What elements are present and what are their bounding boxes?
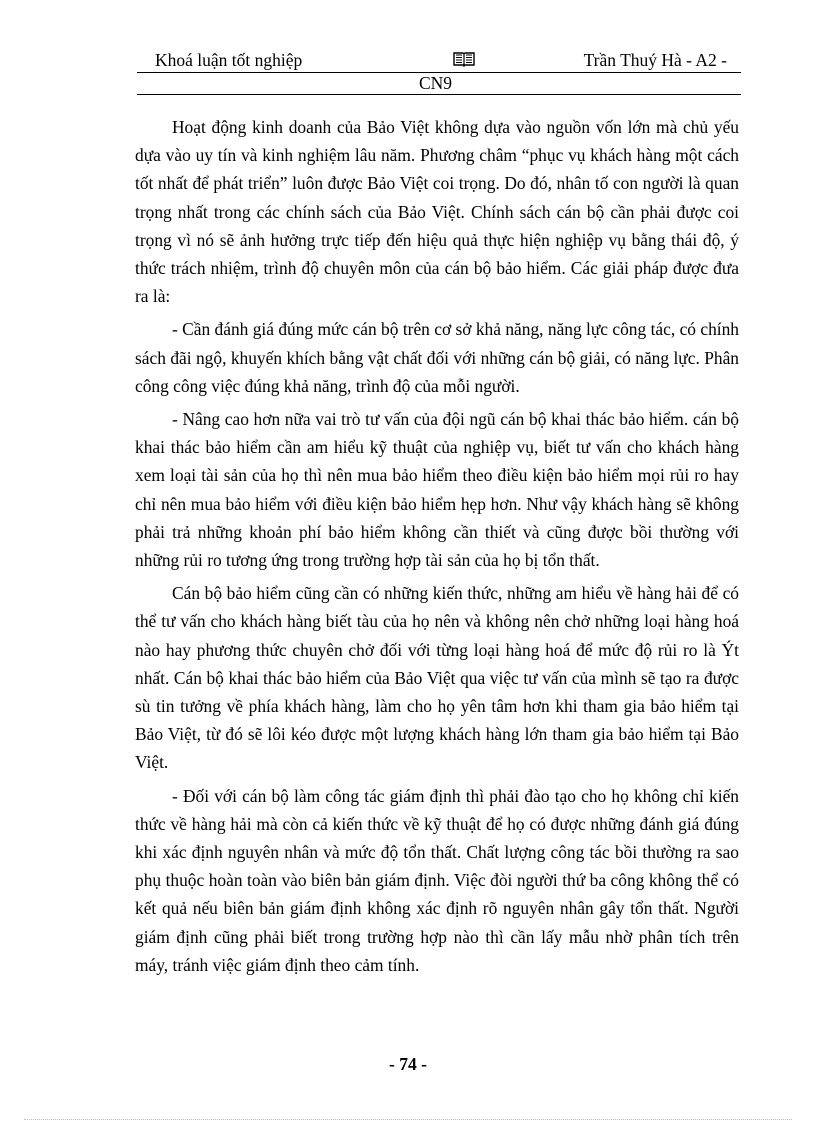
page-number: - 74 - <box>389 1054 427 1074</box>
body-paragraph: - Cần đánh giá đúng mức cán bộ trên cơ sở khả năng, năng lực công tác, có chính sách đãi ngộ, khuyến khích bằng vật chất đối với những cán bộ giải, có năng lực. Phân công công việc đúng khả năng, trình độ của mỗi người. <box>135 319 739 396</box>
page-body <box>135 113 739 984</box>
header-author-continuation: CN9 <box>419 73 453 93</box>
header-divider-bottom <box>137 94 741 95</box>
page-header <box>137 48 741 96</box>
book-icon <box>453 50 475 68</box>
body-paragraph: - Nâng cao hơn nữa vai trò tư vấn của đội ngũ cán bộ khai thác bảo hiểm. cán bộ khai thác bảo hiểm cần am hiểu kỹ thuật của nghiệp vụ, biết tư vấn cho khách hàng xem loại tài sản của họ thì nên mua bảo hiểm theo điều kiện bảo hiểm mọi rủi ro hay chỉ nên mua bảo hiểm với điều kiện bảo hiểm hẹp hơn. Như vậy khách hàng sẽ không phải trả những khoản phí bảo hiểm không cần thiết và cũng được bồi thường với những rủi ro tương ứng trong trường hợp tài sản của họ bị tổn thất. <box>135 409 739 571</box>
header-author: Trần Thuý Hà - A2 - <box>583 50 727 70</box>
body-paragraph: Hoạt động kinh doanh của Bảo Việt không dựa vào nguồn vốn lớn mà chủ yếu dựa vào uy tín và kinh nghiệm lâu năm. Phương châm “phục vụ khách hàng một cách tốt nhất để phát triển” luôn được Bảo Việt coi trọng. Do đó, nhân tố con người là quan trọng nhất trong các chính sách của Bảo Việt. Chính sách cán bộ cần phải được coi trọng vì nó sẽ ảnh hưởng trực tiếp đến hiệu quả thực hiện nghiệp vụ bằng thái độ, ý thức trách nhiệm, trình độ chuyên môn của cán bộ bảo hiểm. Các giải pháp được đưa ra là: <box>135 117 739 307</box>
header-title: Khoá luận tốt nghiệp <box>155 50 303 70</box>
body-paragraph: Cán bộ bảo hiểm cũng cần có những kiến thức, những am hiểu về hàng hải để có thể tư vấn cho khách hàng biết tàu của họ nên và không nên chở những loại hàng hoá nào hay phương thức chuyên chở đối với từng loại hàng hoá để mức độ rủi ro là Ýt nhất. Cán bộ khai thác bảo hiểm của Bảo Việt qua việc tư vấn của mình sẽ tạo ra được sù tin tưởng về phía khách hàng, làm cho họ yên tâm hơn khi tham gia bảo hiểm tại Bảo Việt, từ đó sẽ lôi kéo được một lượng khách hàng lớn tham gia bảo hiểm tại Bảo Việt. <box>135 583 739 773</box>
body-paragraph: - Đối với cán bộ làm công tác giám định thì phải đào tạo cho họ không chỉ kiến thức về hàng hải mà còn cả kiến thức về kỹ thuật để họ có được những đánh giá đúng khi xác định nguyên nhân và mức độ tổn thất. Chất lượng công tác bồi thường ra sao phụ thuộc hoàn toàn vào biên bản giám định. Việc đòi người thứ ba công không thể có kết quả nếu biên bản giám định không xác định rõ nguyên nhân gây tổn thất. Người giám định cũng phải biết trong trường hợp nào thì cần lấy mẫu nhờ phân tích trên máy, tránh việc giám định theo cảm tính. <box>135 785 739 975</box>
page-bottom-divider <box>24 1119 792 1120</box>
